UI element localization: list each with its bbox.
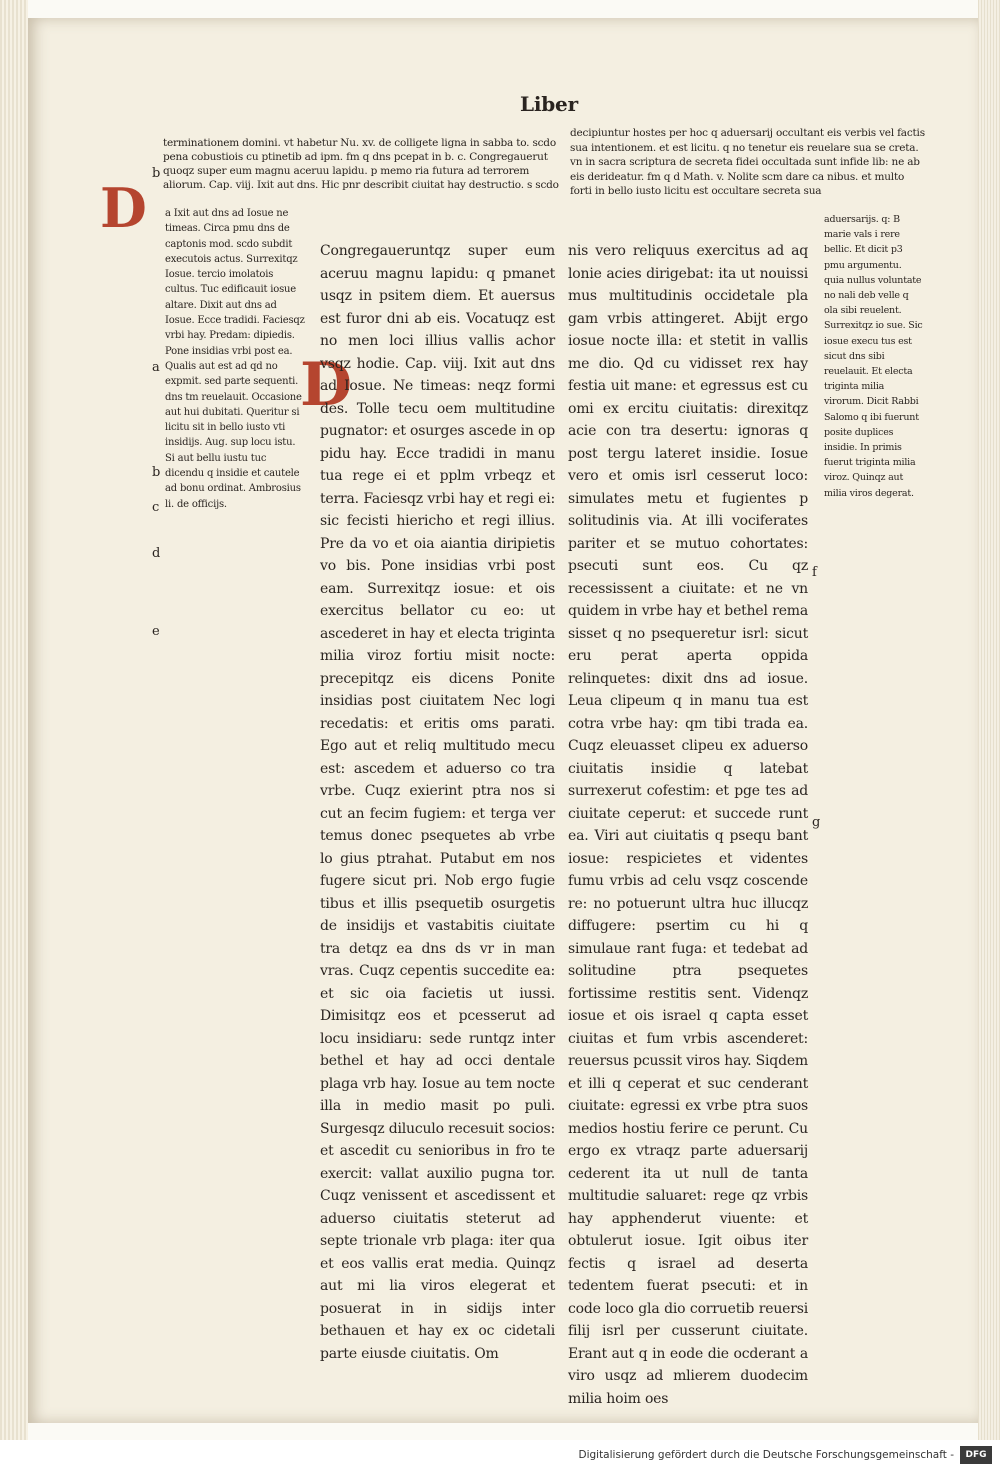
gloss-marker: a [152, 360, 160, 375]
gloss-marker: g [812, 815, 821, 830]
gloss-marker: b [152, 465, 161, 480]
top-left-commentary: terminationem domini. vt habetur Nu. xv. de colligete ligna in sabba to. scdo pena cobustiois cu ptinetib ad ipm. fm q dns pcepat in b. c. Congregauerut quoqz super eum magnu aceruu lapidu. p memo ria futura ad terrorem aliorum. Cap. viij. Ixit aut dns. Hic pnr describit ciuitat hay destructio. s scdo [163, 137, 559, 191]
gloss-marker: e [152, 624, 160, 639]
main-text-column-a: Congregaueruntqz super eum aceruu magnu lapidu: q pmanet usqz in psitem diem. Et auersus est furor dni ab eis. Vocatuqz est no men loci illius vallis achor vsqz hodie. Cap. viij. Ixit aut dns ad Iosue. Ne timeas: neqz formi des. Tolle tecu oem multitudine pugnator: et osurges ascede in op pidu hay. Ecce tradidi in manu tua rege ei et pplm vrbeqz et terra. Faciesqz vrbi hay et regi ei: sic fecisti hiericho et regi illius. Pre da vo et oia aiantia diripietis vo bis. Pone insidias vrbi post eam. Surrexitqz iosue: et ois exercitus bellator cu eo: ut ascederet in hay et electa triginta milia viroz fortiu misit nocte: precepitqz eis dicens Ponite insidias post ciuitatem Nec logi recedatis: et eritis oms parati. Ego aut et reliq multitudo mecu est: ascedem et aduerso co tra vrbe. Cuqz exierint ptra nos si cut an fecim fugiem: et terga ver temus donec psequetes ab vrbe lo gius ptrahat. Putabut em nos fugere sicut pri. Nob ergo fugie tibus et illis psequetib osurgetis de insidijs et vastabitis ciuitate tra detqz ea dns ds vr in man vras. Cuqz cepentis succedite ea: et sic oia facietis ut iussi. Dimisitqz eos et pcesserut ad locu insidiaru: sede runtqz inter bethel et hay ad occi dentale plaga vrb hay. Iosue au tem nocte illa in medio masit po puli. Surgesqz diluculo recesuit socios: et ascedit cu senioribus in fro te exercit: vallat auxilio pugna tor. Cuqz venissent et ascedissent et aduerso ciuitatis steterut ad septe trionale vrb plaga: iter qua et eos vallis erat media. Quinqz aut mi lia viros elegerat et posuerat in in sidijs inter bethauen et hay ex oc cidetali parte eiusde ciuitatis. Om [320, 243, 555, 1362]
gloss-marker: b [152, 166, 161, 181]
left-page-edges [0, 0, 28, 1440]
right-gloss-column: aduersarijs. q: B marie vals i rere bellic. Et dicit p3 pmu argumentu. quia nullus voluntate no nali deb velle q ola sibi reuelent. Surrexitqz io sue. Sic iosue execu tus est sicut dns sibi reuelauit. Et electa triginta milia virorum. Dicit Rabbi Salomo q ibi fuerunt posite duplices insidie. In primis fuerut triginta milia viroz. Quinqz aut milia viros degerat. [824, 214, 923, 499]
top-right-commentary: decipiuntur hostes per hoc q aduersarij occultant eis verbis vel factis sua intentionem. et est licitu. q no tenetur eis reuelare sua se creta. vn in sacra scriptura de secreta fidei occultada sunt infide lib: ne ab eis derideatur. fm q d Math. v. Nolite scm dare ca nibus. et multo forti in bello iusto licitu est occultare secreta sua [570, 127, 925, 197]
main-text-column-b: nis vero reliquus exercitus ad aq lonie acies dirigebat: ita ut nouissi mus multitudinis occidetale pla gam vrbis attingeret. Abijt ergo iosue nocte illa: et stetit in vallis me dio. Qd cu vidisset rex hay festia uit mane: et egressus est cu omi ex ercitu ciuitatis: direxitqz acie con tra desertu: ignoras q post tergu lateret insidie. Iosue vero et omis isrl cesserut loco: simulates metu et fugientes p solitudinis via. At illi vociferates pariter et se mutuo cohortates: psecuti sunt eos. Cu qz recessissent a ciuitate: et ne vn quidem in vrbe hay et bethel rema sisset q no psequeretur isrl: sicut eru perat aperta oppida relinquetes: dixit dns ad iosue. Leua clipeum q in manu tua est cotra vrbe hay: qm tibi trada ea. Cuqz eleuasset clipeu ex aduerso ciuitatis insidie q latebat surrexerut cofestim: et pge tes ad ciuitate ceperut: et succede runt ea. Viri aut ciuitatis q psequ bant iosue: respicietes et videntes fumu vrbis ad celu vsqz coscende re: no potuerunt ultra huc illucqz diffugere: psertim cu hi q simulaue rant fuga: et tedebat ad solitudine ptra psequetes fortissime restitis sent. Videnqz iosue et ois israel q capta esset ciuitas et fum vrbis ascenderet: reuersus pcussit viros hay. Siqdem et illi q ceperat et suc cenderant ciuitate: egressi ex vrbe ptra suos medios hostiu ferire ce perunt. Cu ergo ex vtraqz parte aduersarij cederent ita ut null de tanta multitudie saluaret: rege qz vrbis hay apphenderut viuente: et obtulerut iosue. Igit oibus iter fectis q israel ad deserta tedentem fuerat psecuti: et in code loco gla dio corruetib reuersi filij isrl per cusserunt ciuitate. Erant aut q in eode die ocderant a viro usqz ad mlierem duodecim milia hoim oes [568, 243, 808, 1407]
running-header: Liber [520, 92, 578, 116]
gloss-marker: f [812, 565, 817, 580]
dfg-logo-icon: DFG [960, 1446, 992, 1464]
footer-bar [0, 1440, 1000, 1472]
funding-caption: Digitalisierung gefördert durch die Deutsche Forschungsgemeinschaft - [578, 1449, 954, 1461]
gloss-marker: d [152, 546, 161, 561]
gloss-marker: c [152, 500, 160, 515]
right-page-edges [978, 0, 1000, 1440]
initial-capital-center: D [300, 350, 353, 420]
initial-capital-left: D [100, 176, 147, 240]
left-gloss-column: a Ixit aut dns ad Iosue ne timeas. Circa pmu dns de captonis mod. scdo subdit executois actus. Surrexitqz Iosue. tercio imolatois cultus. Tuc edificauit iosue altare. Dixit aut dns ad Iosue. Ecce tradidi. Faciesqz vrbi hay. Predam: dipiedis. Pone insidias vrbi post ea. Qualis aut est ad qd no expmit. sed parte sequenti. dns tm reuelauit. Occasione aut hui dubitati. Queritur si licitu sit in bello iusto vti insidijs. Aug. sup locu istu. Si aut bellu iustu tuc dicendu q insidie et cautele ad bonu ordinat. Ambrosius li. de officijs. [165, 208, 305, 510]
